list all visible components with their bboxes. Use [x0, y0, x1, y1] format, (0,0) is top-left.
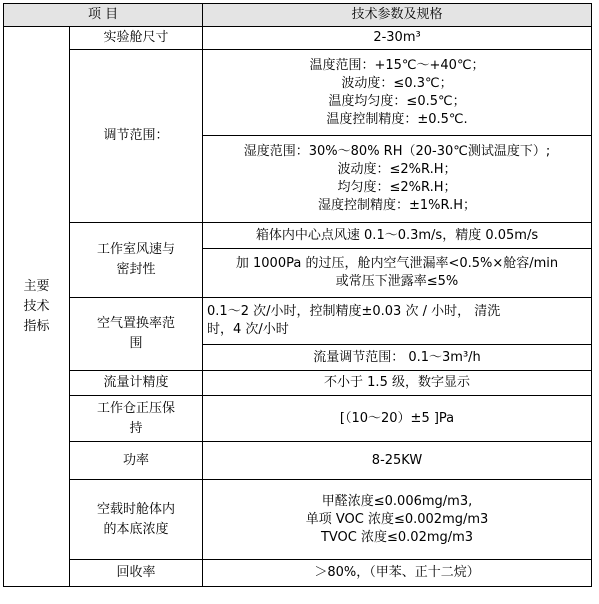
row-value: 流量调节范围： 0.1～3m³/h — [203, 345, 592, 371]
label-line: 密封性 — [116, 262, 156, 277]
value-line: TVOC 浓度≤0.02mg/m3 — [320, 529, 474, 545]
value-line: 甲醛浓度≤0.006mg/m3, — [321, 493, 473, 509]
value-line: 温度范围：+15℃～+40℃； — [309, 57, 485, 73]
spec-table — [3, 3, 592, 587]
value-line: 波动度：≤2%R.H； — [337, 162, 457, 177]
header-row — [4, 4, 592, 27]
label-line: 工作仓正压保 — [97, 400, 176, 416]
row-label — [70, 396, 203, 442]
category-line: 指标 — [23, 318, 50, 334]
value-line: 温度均匀度：≤0.5℃； — [328, 93, 466, 109]
row-label: 流量计精度 — [70, 371, 203, 396]
row-value-humidity — [203, 136, 592, 223]
row-value-background — [203, 480, 592, 560]
row-power — [4, 442, 592, 480]
row-size — [4, 27, 592, 50]
row-label: 功率 — [70, 442, 203, 480]
row-recovery — [4, 560, 592, 587]
header-item: 项 目 — [4, 4, 203, 27]
row-air-rate — [4, 298, 592, 345]
label-line: 空载时舱体内 — [97, 501, 176, 517]
row-value: 不小于 1.5 级，数字显示 — [203, 371, 592, 396]
row-value: ＞80%，（甲苯、正十二烷） — [203, 560, 592, 587]
row-label: 实验舱尺寸 — [70, 27, 203, 50]
label-line: 空气置换率范 — [97, 316, 176, 331]
category-line: 技术 — [23, 298, 50, 314]
row-label — [70, 223, 203, 298]
category-cell — [4, 27, 70, 587]
row-value: 箱体内中心点风速 0.1～0.3m/s，精度 0.05m/s — [203, 223, 592, 249]
label-line: 围 — [129, 336, 143, 351]
value-line: 湿度控制精度：±1%R.H； — [318, 198, 477, 213]
row-background — [4, 480, 592, 560]
row-value: [（10～20）±5 ]Pa — [203, 396, 592, 442]
header-spec: 技术参数及规格 — [203, 4, 592, 27]
value-line: 时，4 次/小时 — [207, 322, 289, 337]
row-value-temp — [203, 50, 592, 136]
value-line: 波动度：≤0.3℃； — [341, 75, 453, 91]
row-meter — [4, 371, 592, 396]
row-value: 2-30m³ — [203, 27, 592, 50]
label-line: 的本底浓度 — [103, 521, 169, 537]
row-temp — [4, 50, 592, 136]
row-pressure — [4, 396, 592, 442]
value-line: 或常压下泄露率≤5% — [335, 274, 459, 289]
value-line: 湿度范围：30%～80% RH（20-30℃测试温度下）; — [243, 144, 551, 159]
row-label — [70, 298, 203, 371]
value-line: 温度控制精度：±0.5℃. — [326, 111, 468, 127]
category-line: 主要 — [23, 278, 50, 294]
value-line: 均匀度：≤2%R.H； — [337, 180, 457, 195]
value-line: 单项 VOC 浓度≤0.002mg/m3 — [305, 511, 489, 527]
row-label — [70, 480, 203, 560]
value-line: 加 1000Pa 的过压，舱内空气泄漏率<0.5%×舱容/min — [235, 256, 559, 271]
label-line: 持 — [129, 420, 143, 436]
row-value-air-rate — [203, 298, 592, 345]
value-line: 0.1～2 次/小时，控制精度±0.03 次 / 小时， 清洗 — [207, 304, 501, 319]
row-wind-speed — [4, 223, 592, 249]
row-value-seal — [203, 249, 592, 298]
label-line: 工作室风速与 — [97, 242, 176, 257]
row-value: 8-25KW — [203, 442, 592, 480]
row-label: 调节范围： — [70, 50, 203, 223]
row-label: 回收率 — [70, 560, 203, 587]
